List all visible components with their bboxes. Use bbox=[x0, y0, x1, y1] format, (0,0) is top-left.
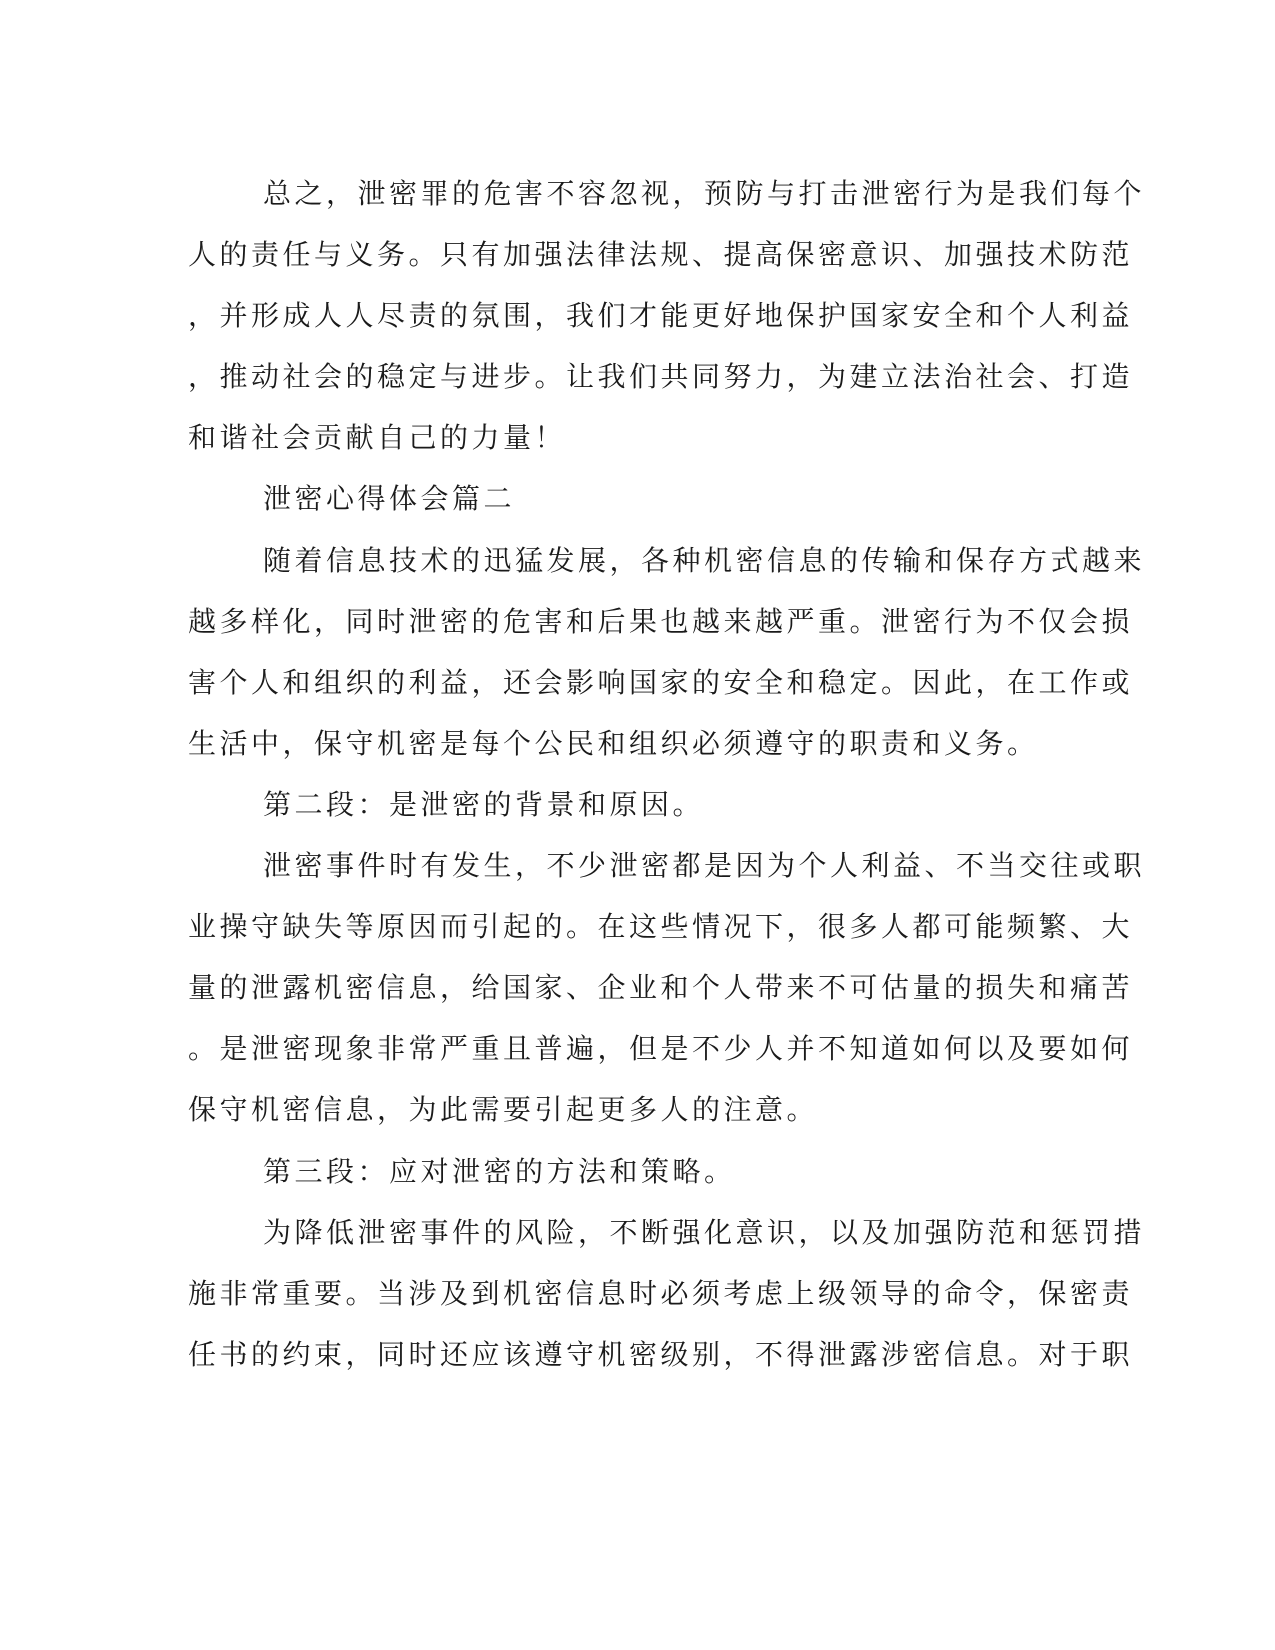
paragraph-line: 施非常重要。当涉及到机密信息时必须考虑上级领导的命令，保密责 bbox=[188, 1276, 1134, 1310]
paragraph-line: 人的责任与义务。只有加强法律法规、提高保密意识、加强技术防范 bbox=[188, 238, 1134, 272]
paragraph-line: 总之，泄密罪的危害不容忽视，预防与打击泄密行为是我们每个 bbox=[263, 177, 1146, 210]
paragraph-line: 为降低泄密事件的风险，不断强化意识，以及加强防范和惩罚措 bbox=[263, 1215, 1146, 1249]
paragraph-line: 。是泄密现象非常严重且普遍，但是不少人并不知道如何以及要如何 bbox=[188, 1032, 1134, 1066]
paragraph-line: 和谐社会贡献自己的力量！ bbox=[188, 421, 567, 455]
paragraph-line: 保守机密信息，为此需要引起更多人的注意。 bbox=[188, 1093, 819, 1127]
document-body bbox=[188, 163, 1146, 1385]
paragraph-line: 随着信息技术的迅猛发展，各种机密信息的传输和保存方式越来 bbox=[263, 543, 1146, 577]
paragraph-line: 任书的约束，同时还应该遵守机密级别，不得泄露涉密信息。对于职 bbox=[188, 1337, 1134, 1371]
section-heading: 泄密心得体会篇二 bbox=[263, 482, 516, 516]
paragraph-line: 生活中，保守机密是每个公民和组织必须遵守的职责和义务。 bbox=[188, 726, 1039, 760]
paragraph-line: 越多样化，同时泄密的危害和后果也越来越严重。泄密行为不仅会损 bbox=[188, 604, 1134, 638]
paragraph-line: 量的泄露机密信息，给国家、企业和个人带来不可估量的损失和痛苦 bbox=[188, 971, 1134, 1005]
paragraph-line: ，并形成人人尽责的氛围，我们才能更好地保护国家安全和个人利益 bbox=[188, 299, 1134, 333]
paragraph-line: 泄密事件时有发生，不少泄密都是因为个人利益、不当交往或职 bbox=[263, 849, 1146, 883]
section-heading: 第三段：应对泄密的方法和策略。 bbox=[263, 1154, 736, 1188]
paragraph-line: 业操守缺失等原因而引起的。在这些情况下，很多人都可能频繁、大 bbox=[188, 910, 1134, 944]
paragraph-line: ，推动社会的稳定与进步。让我们共同努力，为建立法治社会、打造 bbox=[188, 360, 1134, 394]
section-heading: 第二段：是泄密的背景和原因。 bbox=[263, 787, 705, 821]
paragraph-line: 害个人和组织的利益，还会影响国家的安全和稳定。因此，在工作或 bbox=[188, 665, 1134, 699]
